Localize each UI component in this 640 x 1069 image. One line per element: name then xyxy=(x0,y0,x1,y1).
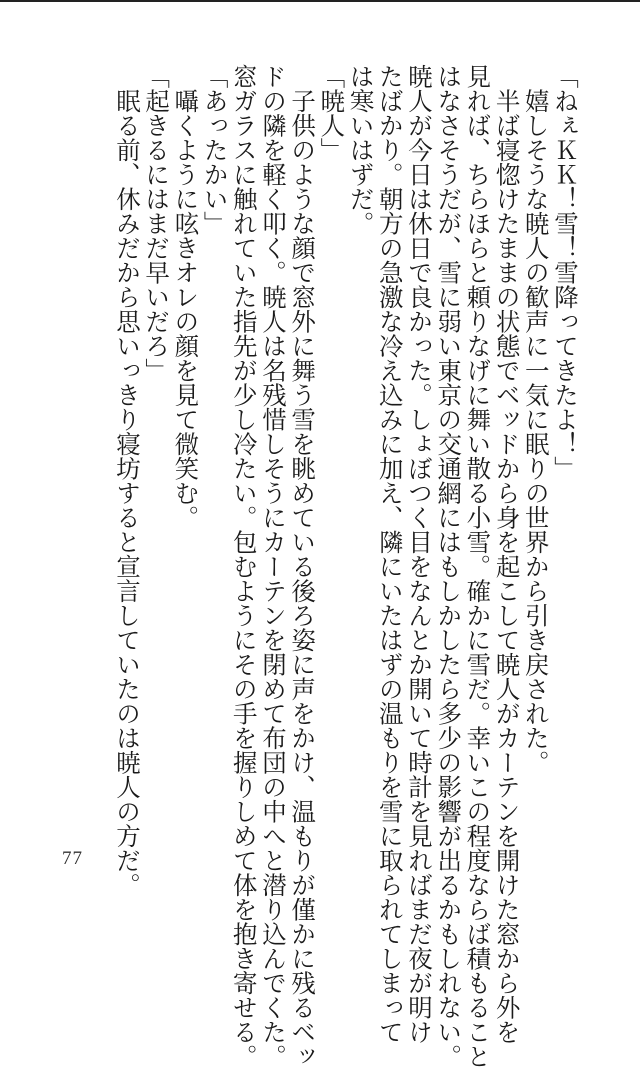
text-line: 「ねぇＫＫ！雪！雪降ってきたよ！」 xyxy=(551,64,580,481)
top-rule xyxy=(0,0,640,2)
text-line: 半ば寝惚けたままの状態でベッドから身を起こして暁人がカーテンを開けた窓から外を xyxy=(492,64,522,1044)
text-line: は寒いはずだ。 xyxy=(346,64,376,236)
text-line: 「起きるにはまだ早いだろ」 xyxy=(142,64,172,383)
text-line: 嬉しそうな暁人の歓声に一気に眠りの世界から引き戻された。 xyxy=(521,64,551,775)
text-line: 子供のような顔で窓外に舞う雪を眺めている後ろ姿に声をかけ、温もりが僅かに残るベッ xyxy=(288,64,318,1069)
text-line: 「あったかい」 xyxy=(200,64,230,236)
text-line: 見れば、ちらほらと頼りなげに舞い散る小雪。確かに雪だ。幸いこの程度ならば積もること xyxy=(463,64,493,1069)
text-line: 「暁人」 xyxy=(317,64,347,162)
page-number: 77 xyxy=(62,848,83,869)
text-line: 囁くように呟きオレの顔を見て微笑む。 xyxy=(171,64,201,530)
text-line: 窓ガラスに触れていた指先が少し冷たい。包むようにその手を握りしめて体を抱き寄せる。 xyxy=(229,64,259,1069)
text-line: はなさそうだが、雪に弱い東京の交通網にはもしかしたら多少の影響が出るかもしれない。 xyxy=(434,64,464,1069)
text-line: 眠る前、休みだから思いっきり寝坊すると宣言していたのは暁人の方だ。 xyxy=(112,64,142,897)
text-line: ドの隣を軽く叩く。暁人は名残惜しそうにカーテンを閉めて布団の中へと潜り込んでくた。 xyxy=(258,64,288,1069)
text-line: たばかり。朝方の急激な冷え込みに加え、隣にいたはずの温もりを雪に取られてしまって xyxy=(375,64,405,1044)
text-line: 暁人が今日は休日で良かった。しょぼつく目をなんとか開いて時計を見ればまだ夜が明け xyxy=(404,64,434,1044)
